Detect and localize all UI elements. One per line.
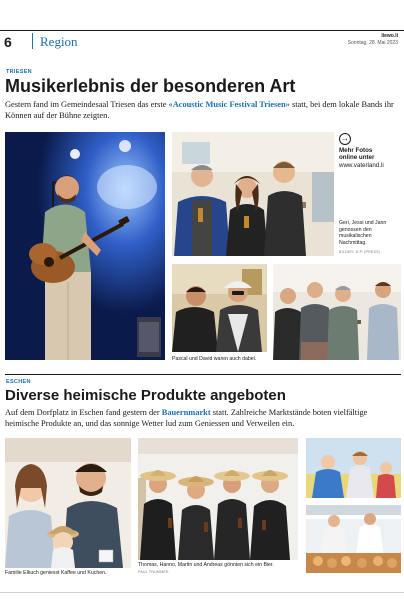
group-illustration	[273, 264, 401, 360]
article1-rubric: TRIESEN	[6, 69, 32, 75]
trio-illustration	[172, 132, 334, 256]
more-photos-title	[339, 147, 401, 162]
caption-trio-line2: genossen den	[339, 226, 372, 233]
article1-headline: Musikerlebnis der besonderen Art	[5, 76, 296, 96]
article2-rubric: ESCHEN	[6, 379, 31, 385]
article2-lead-text: Auf dem Dorfplatz in Eschen fand gestern der	[5, 408, 162, 417]
photo-group-five[interactable]	[273, 264, 401, 360]
festival-link[interactable]: «Acoustic Music Festival Triesen»	[168, 100, 290, 109]
caption-four-men: Thomas, Hanno, Martin und Andreas gönnten sich ein Bier.	[138, 562, 274, 568]
more-photos-title-line1: Mehr Fotos	[339, 147, 373, 154]
article1-lead-text: Gestern fand im Gemeindesaal Triesen das erste	[5, 100, 169, 109]
caption-trio	[339, 220, 401, 246]
photo-credit-2: PAUL TRUMMER	[138, 570, 169, 574]
children-illustration	[306, 438, 401, 498]
vaterland-link[interactable]: www.vaterland.li	[339, 161, 384, 169]
more-photos-title-line2: online unter	[339, 154, 375, 162]
guitarist-illustration	[5, 132, 165, 360]
caption-trio-line1: Geri, Jessi und Jann	[339, 220, 387, 226]
duo-illustration	[172, 264, 267, 352]
photo-market-stall[interactable]	[306, 505, 401, 573]
article2-lead-text-2: statt. Zahlreiche Marktstände boten vielfältige heimische Produkte an, und das sonnige Wetter lud zum Geniessen und Verweilen ein.	[5, 408, 368, 428]
photo-family-elkuch[interactable]	[5, 438, 131, 568]
section-name: Region	[40, 34, 78, 49]
photo-children-playground[interactable]	[306, 438, 401, 498]
bauernmarkt-link[interactable]: Bauernmarkt	[161, 408, 211, 417]
masthead	[348, 33, 398, 47]
section-rule	[5, 374, 401, 375]
article2-headline: Diverse heimische Produkte angeboten	[5, 387, 286, 404]
market-stall-illustration	[306, 505, 401, 573]
more-photos-box	[339, 133, 401, 169]
page-number: 6	[4, 34, 12, 50]
caption-family: Familie Elkuch geniesst Kaffee und Kuchen.	[5, 570, 107, 576]
photo-four-men-beer[interactable]	[138, 438, 298, 560]
issue-date: Sonntag, 28. Mai 2023	[347, 40, 398, 46]
paper-name: liewo.li	[381, 33, 398, 39]
photo-guitarist-stage[interactable]	[5, 132, 165, 360]
four-men-illustration	[138, 438, 298, 560]
article2-lead	[5, 407, 401, 429]
arrow-right-circle-icon: →	[341, 134, 349, 143]
caption-duo: Pascal und David waren auch dabei.	[172, 356, 257, 362]
header-top-rule	[0, 30, 404, 31]
photo-trio-geri-jessi-jann[interactable]	[172, 132, 334, 256]
family-illustration	[5, 438, 131, 568]
article1-lead	[5, 99, 401, 121]
section-divider	[32, 33, 33, 49]
photo-pascal-david[interactable]	[172, 264, 267, 352]
article1-lead-text-2: statt, bei dem lokale Bands ihr Können auf der Bühne zeigten.	[5, 100, 394, 120]
photo-credit-1: BILDER: D.P. (PRESS)	[339, 250, 381, 254]
caption-trio-line3: musikalischen	[339, 233, 372, 240]
page-bottom-rule	[0, 592, 404, 593]
caption-trio-line4: Nachmittag.	[339, 239, 367, 246]
